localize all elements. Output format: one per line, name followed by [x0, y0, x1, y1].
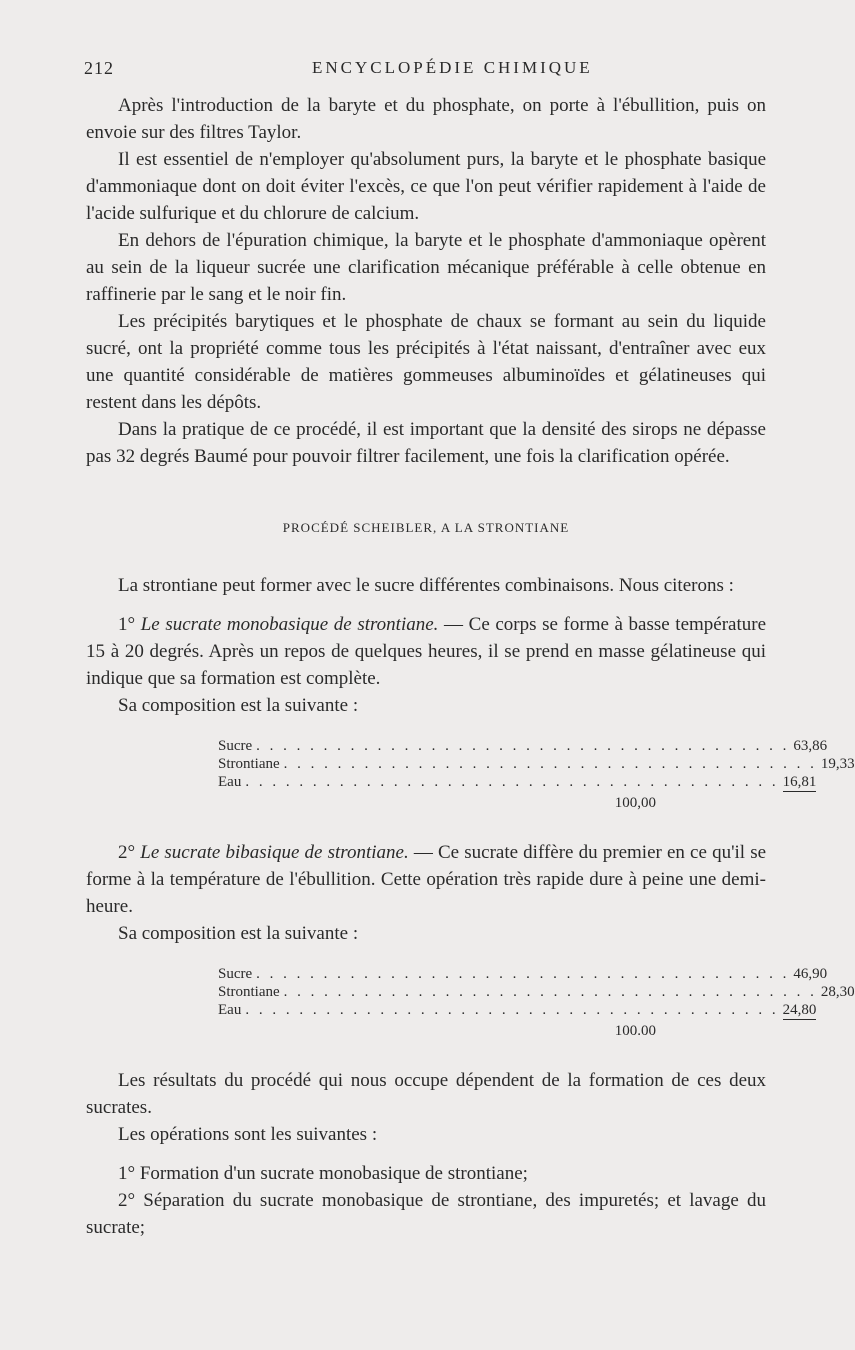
page-header [84, 58, 784, 82]
row-label: Strontiane [218, 756, 280, 772]
row-value: 63,86 [793, 738, 828, 754]
composition-table-2 [218, 965, 855, 1041]
row-value: 19,33 [820, 756, 855, 772]
item-2-title: Le sucrate bibasique de strontiane. [140, 842, 409, 863]
paragraph-3: En dehors de l'épuration chimique, la baryte et le phosphate d'ammoniaque opèrent au sein de la liqueur sucrée une clarification mécanique préférable à celle obtenue en raffinerie par le sang et le noir fin. [86, 230, 766, 305]
table-total [218, 791, 656, 813]
total-value: 100.00 [614, 1023, 656, 1039]
table-total [218, 1019, 656, 1041]
leader-dots: . . . . . . . . . . . . . . . . . . . . . . . . . . . . . . . . . . . . . . . . [245, 1002, 779, 1018]
item-1-paragraph [86, 611, 766, 692]
item-1-number: 1° [118, 614, 136, 635]
operation-2: 2° Séparation du sucrate monobasique de strontiane, des impuretés; et lavage du sucrate; [86, 1190, 766, 1238]
page-number: 212 [84, 58, 114, 78]
row-label: Strontiane [218, 984, 280, 1000]
paragraph-4: Les précipités barytiques et le phosphate de chaux se formant au sein du liquide sucré, ont la propriété comme tous les précipités à l'état naissant, d'entraîner avec eux une quantité considérable de matières gommeuses albuminoïdes et gélatineuses qui restent dans les dépôts. [86, 311, 766, 413]
operation-1: 1° Formation d'un sucrate monobasique de strontiane; [118, 1163, 528, 1184]
row-value: 28,30 [820, 984, 855, 1000]
total-value: 100,00 [614, 795, 656, 811]
paragraph-1: Après l'introduction de la baryte et du phosphate, on porte à l'ébullition, puis on envoie sur des filtres Taylor. [86, 95, 766, 143]
item-2-text: — Ce sucrate diffère du premier en ce qu'il se forme à la température de l'ébullition. Cette opération très rapide dure à peine une demi-heure. [86, 842, 767, 917]
item-2-number: 2° [118, 842, 136, 863]
item-2-composition-intro: Sa composition est la suivante : [118, 923, 359, 944]
composition-table-1 [218, 737, 855, 813]
row-label: Sucre [218, 966, 253, 982]
row-value: 24,80 [782, 1002, 817, 1018]
leader-dots: . . . . . . . . . . . . . . . . . . . . . . . . . . . . . . . . . . . . . . . . [283, 756, 817, 772]
table-row [218, 983, 855, 1001]
paragraph-5: Dans la pratique de ce procédé, il est important que la densité des sirops ne dépasse pas 32 degrés Baumé pour pouvoir filtrer facilement, une fois la clarification opérée. [86, 419, 766, 467]
page-body [86, 92, 855, 1241]
table-row [218, 965, 828, 983]
row-label: Sucre [218, 738, 253, 754]
paragraph-results: Les résultats du procédé qui nous occupe dépendent de la formation de ces deux sucrates. [86, 1070, 766, 1118]
leader-dots: . . . . . . . . . . . . . . . . . . . . . . . . . . . . . . . . . . . . . . . . [256, 966, 790, 982]
row-label: Eau [218, 774, 242, 790]
item-2-paragraph [86, 839, 766, 920]
leader-dots: . . . . . . . . . . . . . . . . . . . . . . . . . . . . . . . . . . . . . . . . [245, 774, 779, 790]
leader-dots: . . . . . . . . . . . . . . . . . . . . . . . . . . . . . . . . . . . . . . . . [256, 738, 790, 754]
paragraph-operations: Les opérations sont les suivantes : [118, 1124, 378, 1145]
row-label: Eau [218, 1002, 242, 1018]
paragraph-2: Il est essentiel de n'employer qu'absolument purs, la baryte et le phosphate basique d'ammoniaque dont on doit éviter l'excès, ce que l'on peut vérifier rapidement à l'aide de l'acide sulfurique et du chlorure de calcium. [86, 149, 766, 224]
item-1-text: — Ce corps se forme à basse température 15 à 20 degrés. Après un repos de quelques heures, il se prend en masse gélatineuse qui indique que sa formation est complète. [86, 614, 767, 689]
item-1-composition-intro: Sa composition est la suivante : [118, 695, 359, 716]
intro-paragraph: La strontiane peut former avec le sucre différentes combinaisons. Nous citerons : [118, 575, 734, 596]
running-head: ENCYCLOPÉDIE CHIMIQUE [312, 58, 593, 77]
table-row [218, 1001, 817, 1019]
table-row [218, 737, 828, 755]
leader-dots: . . . . . . . . . . . . . . . . . . . . . . . . . . . . . . . . . . . . . . . . [283, 984, 817, 1000]
table-row [218, 755, 855, 773]
table-row [218, 773, 817, 791]
row-value: 16,81 [782, 774, 817, 790]
section-title: PROCÉDÉ SCHEIBLER, A LA STRONTIANE [282, 520, 570, 535]
item-1-title: Le sucrate monobasique de strontiane. [140, 614, 439, 635]
row-value: 46,90 [793, 966, 828, 982]
